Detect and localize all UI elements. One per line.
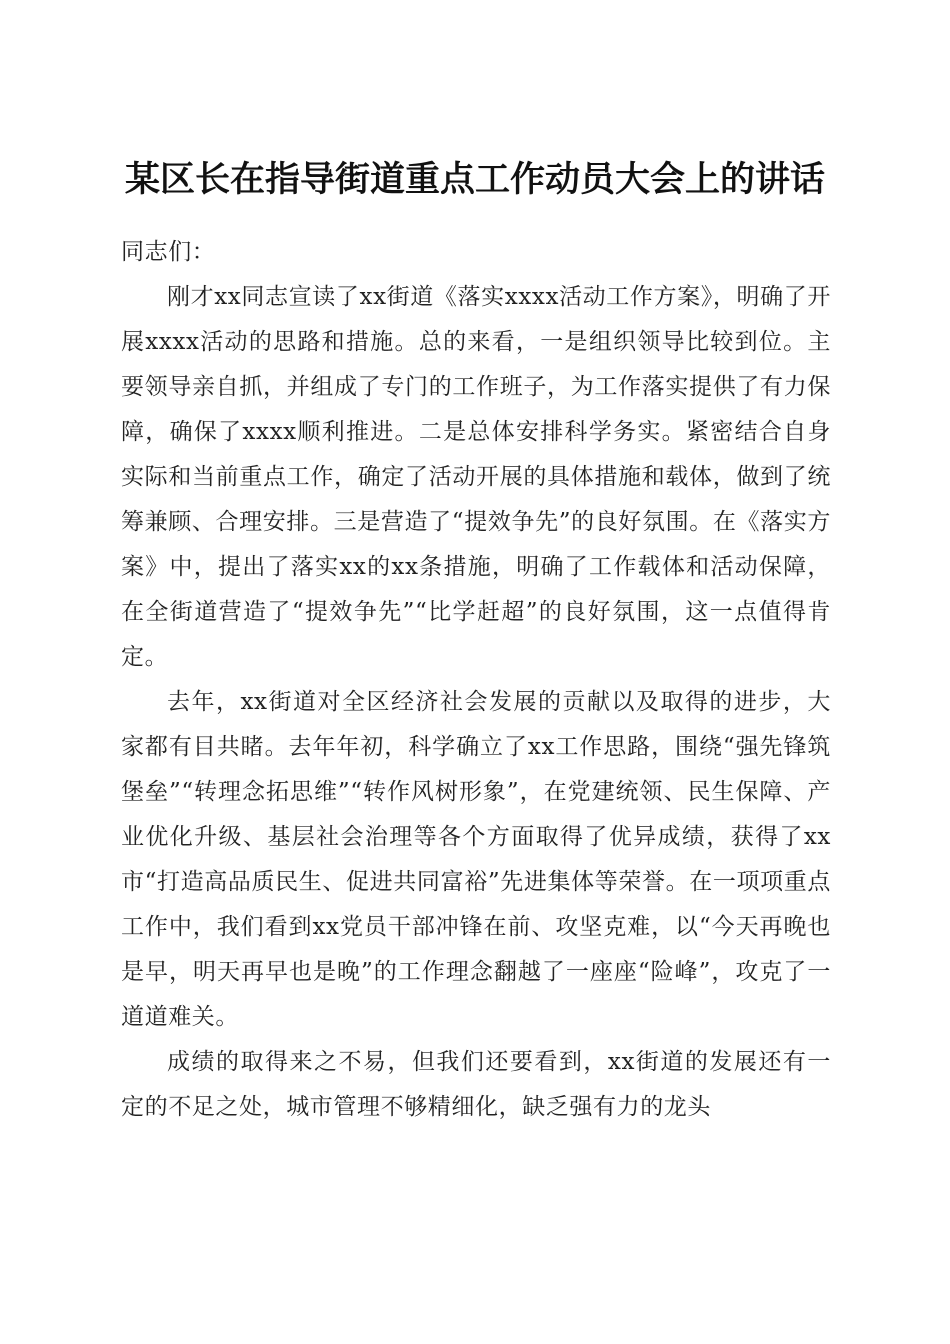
document-title: 某区长在指导街道重点工作动员大会上的讲话 bbox=[124, 159, 825, 201]
salutation: 同志们： bbox=[121, 239, 216, 265]
paragraph-3: 成绩的取得来之不易，但我们还要看到，xx街道的发展还有一定的不足之处，城市管理不够精细化，缺乏强有力的龙头 bbox=[121, 1049, 831, 1120]
paragraph-1: 刚才xx同志宣读了xx街道《落实xxxx活动工作方案》，明确了开展xxxx活动的思路和措施。总的来看，一是组织领导比较到位。主要领导亲自抓，并组成了专门的工作班子，为工作落实提供了有力保障，确保了xxxx顺利推进。二是总体安排科学务实。紧密结合自身实际和当前重点工作，确定了活动开展的具体措施和载体，做到了统筹兼顾、合理安排。三是营造了“提效争先”的良好氛围。在《落实方案》中，提出了落实xx的xx条措施，明确了工作载体和活动保障，在全街道营造了“提效争先”“比学赶超”的良好氛围，这一点值得肯定。 bbox=[121, 284, 831, 670]
document-body bbox=[121, 230, 831, 1130]
paragraph-2: 去年，xx街道对全区经济社会发展的贡献以及取得的进步，大家都有目共睹。去年年初，科学确立了xx工作思路，围绕“强先锋筑堡垒”“转理念拓思维”“转作风树形象”，在党建统领、民生保障、产业优化升级、基层社会治理等各个方面取得了优异成绩，获得了xx市“打造高品质民生、促进共同富裕”先进集体等荣誉。在一项项重点工作中，我们看到xx党员干部冲锋在前、攻坚克难，以“今天再晚也是早，明天再早也是晚”的工作理念翻越了一座座“险峰”，攻克了一道道难关。 bbox=[121, 689, 831, 1030]
